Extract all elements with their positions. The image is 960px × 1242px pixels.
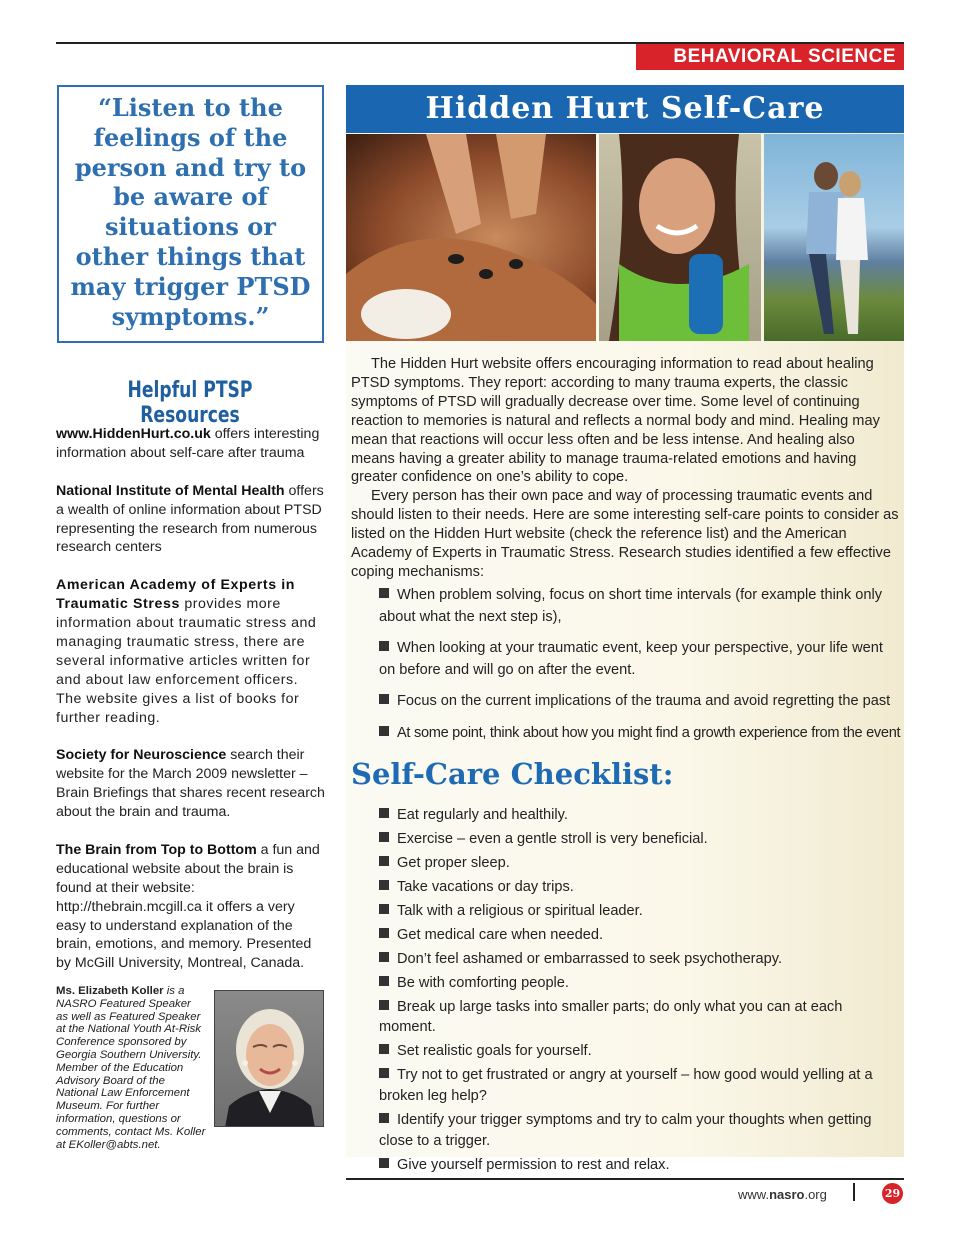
list-item: At some point, think about how you might find a growth experience from the event	[379, 723, 901, 745]
list-item: Break up large tasks into smaller parts; do only what you can at each moment.	[379, 998, 843, 1036]
list-item: Eat regularly and healthily.	[379, 805, 901, 826]
couple-walking-photo	[764, 134, 904, 341]
list-item: Take vacations or day trips.	[379, 877, 901, 898]
article-title: Hidden Hurt Self-Care	[346, 85, 904, 133]
resources-list	[56, 425, 326, 992]
article-paragraph: The Hidden Hurt website offers encouraging information to read about healing PTSD symptoms. They report: according to many trauma experts, the classic symptoms of PTSD will gradually decrease over time. Some level of continuing reaction to memories is natural and reflects a normal body and mind. Healing may mean that reactions will occur less often and be less intense. And healing also means having a greater ability to manage trauma-related emotions and having greater confidence on one’s ability to cope.	[351, 356, 880, 486]
list-item: Identify your trigger symptoms and try to calm your thoughts when getting close to a trigger.	[379, 1112, 872, 1149]
list-item: Set realistic goals for yourself.	[379, 1041, 901, 1062]
square-bullet-icon	[379, 952, 389, 962]
article-paragraph: Every person has their own pace and way of processing traumatic events and should listen to their needs. Here are some interesting self-care points to consider as listed on the Hidden Hurt website (check the reference list) and the American Academy of Experts in Traumatic Stress. Research studies identified a few effective coping mechanisms:	[351, 488, 899, 580]
photo-strip	[346, 134, 904, 341]
checklist-title: Self-Care Checklist:	[351, 757, 674, 791]
square-bullet-icon	[379, 928, 389, 938]
author-name: Ms. Elizabeth Koller	[56, 985, 164, 997]
pull-quote: “Listen to the feelings of the person and try to be aware of situations or other things that may trigger PTSD symptoms.”	[70, 93, 311, 331]
square-bullet-icon	[379, 808, 389, 818]
square-bullet-icon	[379, 694, 389, 704]
square-bullet-icon	[379, 976, 389, 986]
square-bullet-icon	[379, 588, 389, 598]
list-item: When looking at your traumatic event, keep your perspective, your life went on before and will go on after the event.	[379, 640, 883, 678]
pull-quote-box	[57, 85, 324, 343]
list-item: When problem solving, focus on short time intervals (for example think only about what the next step is),	[379, 587, 883, 625]
list-item: Be with comforting people.	[379, 973, 901, 994]
square-bullet-icon	[379, 856, 389, 866]
square-bullet-icon	[379, 726, 389, 736]
list-item: Give yourself permission to rest and relax.	[379, 1155, 901, 1176]
square-bullet-icon	[379, 880, 389, 890]
list-item: Talk with a religious or spiritual leader.	[379, 901, 901, 922]
portrait-illustration	[215, 991, 324, 1127]
footer-divider	[853, 1183, 855, 1201]
resource-item: The Brain from Top to Bottom a fun and educational website about the brain is found at their website: http://thebrain.mcgill.ca it offers a very easy to understand explanation of the brain, emotions, and memory. Presented by McGill University, Montreal, Canada.	[56, 841, 320, 972]
footer-website[interactable]: www.nasro.org	[738, 1187, 827, 1202]
resources-title: Helpful PTSP Resources	[127, 378, 253, 428]
list-item: Exercise – even a gentle stroll is very beneficial.	[379, 829, 901, 850]
square-bullet-icon	[379, 904, 389, 914]
square-bullet-icon	[379, 1113, 389, 1123]
square-bullet-icon	[379, 1068, 389, 1078]
massage-photo	[346, 134, 596, 341]
article-body	[351, 355, 901, 582]
square-bullet-icon	[379, 1000, 389, 1010]
author-bio: Ms. Elizabeth Koller is a NASRO Featured Speaker as well as Featured Speaker at the National Youth At-Risk Conference sponsored by Georgia Southern University. Member of the Education Advisory Board of the National Law Enforcement Museum. For further information, questions or comments, contact Ms. Koller at EKoller@abts.net.	[56, 985, 206, 1151]
square-bullet-icon	[379, 1158, 389, 1168]
woman-water-photo	[599, 134, 761, 341]
square-bullet-icon	[379, 641, 389, 651]
list-item: Get proper sleep.	[379, 853, 901, 874]
square-bullet-icon	[379, 1044, 389, 1054]
square-bullet-icon	[379, 832, 389, 842]
list-item: Focus on the current implications of the trauma and avoid regretting the past	[379, 691, 901, 713]
list-item: Get medical care when needed.	[379, 925, 901, 946]
bottom-rule	[346, 1178, 904, 1180]
list-item: Don’t feel ashamed or embarrassed to seek psychotherapy.	[379, 949, 901, 970]
page-number: 29	[882, 1183, 903, 1204]
section-tag: BEHAVIORAL SCIENCE	[636, 44, 904, 70]
resource-item: American Academy of Experts in Traumatic Stress provides more information about traumatic stress and managing traumatic stress, there are several informative articles written for and about law enforcement officers. The website gives a list of books for further reading.	[56, 577, 317, 726]
self-care-checklist	[379, 805, 901, 1179]
coping-list	[379, 585, 901, 754]
resource-item: Society for Neuroscience search their website for the March 2009 newsletter – Brain Briefings that shares recent research about the brain and trauma.	[56, 747, 325, 821]
author-portrait	[214, 990, 324, 1127]
resource-item: National Institute of Mental Health offers a wealth of online information about PTSD representing the research from numerous research centers	[56, 482, 324, 556]
list-item: Try not to get frustrated or angry at yourself – how good would yelling at a broken leg help?	[379, 1067, 873, 1105]
resource-item: www.HiddenHurt.co.uk offers interesting information about self-care after trauma	[56, 426, 320, 461]
